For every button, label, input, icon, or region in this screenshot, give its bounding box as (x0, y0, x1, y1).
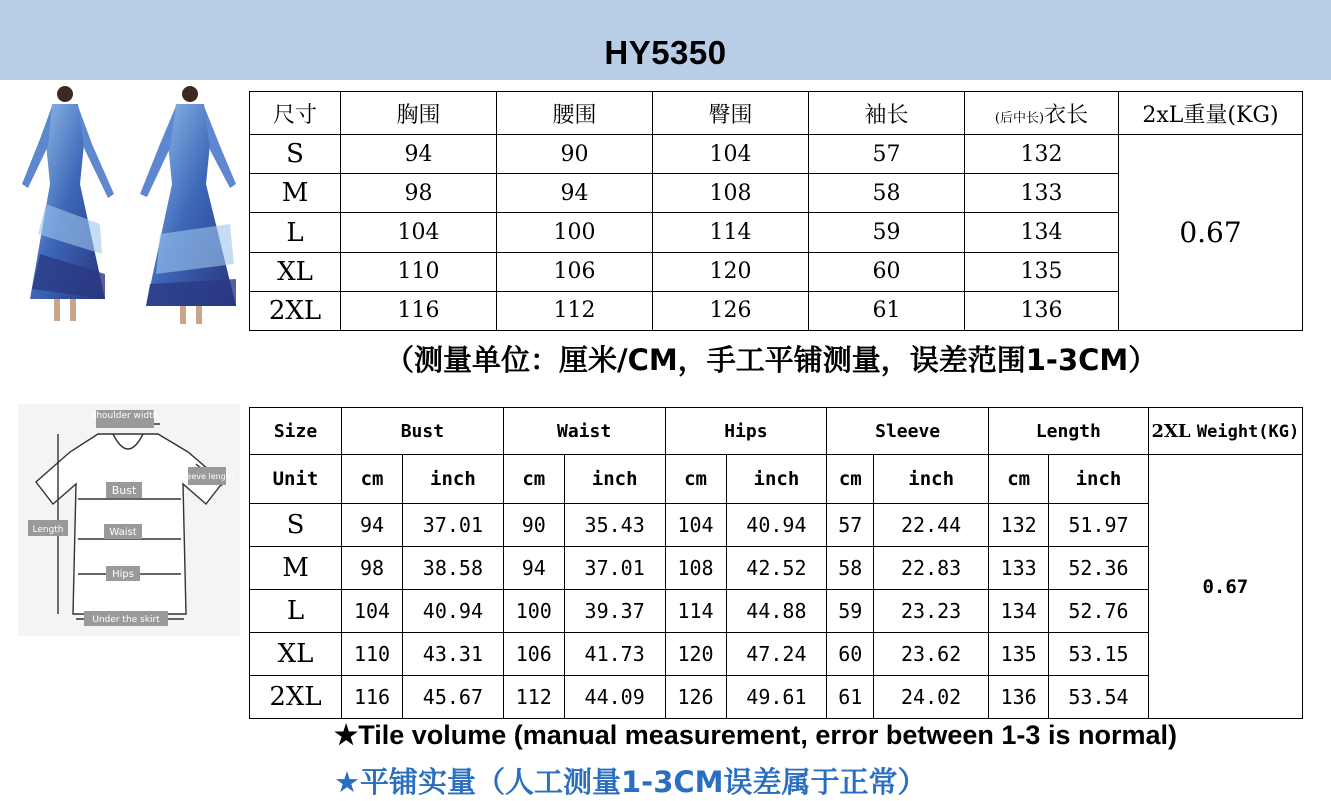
bust-cell: 98 (341, 174, 497, 213)
size-cell: XL (250, 252, 341, 291)
header-hips: Hips (665, 408, 827, 455)
size-cell: XL (250, 633, 342, 676)
hips-cm-cell: 126 (665, 676, 726, 719)
label-sleeve: sleeve length (180, 472, 234, 481)
bust-cm-cell: 104 (342, 590, 403, 633)
header-bust: 胸围 (341, 92, 497, 135)
header-waist: Waist (503, 408, 665, 455)
length-inch-cell: 53.15 (1049, 633, 1148, 676)
unit-inch: inch (403, 455, 504, 504)
label-length: Length (32, 525, 64, 535)
hips-inch-cell: 44.88 (726, 590, 827, 633)
unit-inch: inch (874, 455, 989, 504)
bust-cell: 116 (341, 291, 497, 330)
size-cell: L (250, 590, 342, 633)
unit-cm: cm (827, 455, 874, 504)
size-cell: L (250, 213, 341, 252)
hips-cm-cell: 108 (665, 547, 726, 590)
table-header-row (250, 408, 1303, 455)
waist-cm-cell: 94 (503, 547, 564, 590)
sleeve-cm-cell: 59 (827, 590, 874, 633)
sleeve-cm-cell: 61 (827, 676, 874, 719)
unit-cm: cm (989, 455, 1049, 504)
waist-cm-cell: 106 (503, 633, 564, 676)
bust-cm-cell: 94 (342, 504, 403, 547)
size-cell: M (250, 547, 342, 590)
waist-cell: 106 (497, 252, 653, 291)
waist-cell: 94 (497, 174, 653, 213)
hips-inch-cell: 40.94 (726, 504, 827, 547)
weight-value: 0.67 (1148, 455, 1302, 719)
label-hips: Hips (112, 569, 134, 580)
header-length: Length (989, 408, 1149, 455)
length-cell: 134 (965, 213, 1119, 252)
sleeve-cell: 59 (809, 213, 965, 252)
header-sleeve: 袖长 (809, 92, 965, 135)
measurement-note-cn: （测量单位：厘米/CM，手工平铺测量，误差范围1-3CM） (385, 343, 1158, 377)
dress-side-view (140, 86, 236, 324)
header-length-label: 衣长 (1044, 102, 1089, 128)
table-row (250, 676, 1303, 719)
length-cm-cell: 134 (989, 590, 1049, 633)
hips-cell: 126 (653, 291, 809, 330)
length-inch-cell: 52.76 (1049, 590, 1148, 633)
waist-cm-cell: 112 (503, 676, 564, 719)
hips-inch-cell: 47.24 (726, 633, 827, 676)
length-cm-cell: 136 (989, 676, 1049, 719)
bust-cm-cell: 98 (342, 547, 403, 590)
bust-inch-cell: 37.01 (403, 504, 504, 547)
measurement-note-en: ★Tile volume (manual measurement, error between 1-3 is normal) (334, 720, 1177, 750)
header-weight: 2xL重量(KG) (1119, 92, 1303, 135)
waist-cm-cell: 90 (503, 504, 564, 547)
hips-inch-cell: 42.52 (726, 547, 827, 590)
waist-cell: 90 (497, 135, 653, 174)
hips-cell: 114 (653, 213, 809, 252)
waist-inch-cell: 37.01 (564, 547, 665, 590)
unit-cm: cm (665, 455, 726, 504)
header-hips: 臀围 (653, 92, 809, 135)
hips-cm-cell: 114 (665, 590, 726, 633)
sleeve-cm-cell: 58 (827, 547, 874, 590)
unit-inch: inch (564, 455, 665, 504)
length-cell: 132 (965, 135, 1119, 174)
length-cell: 135 (965, 252, 1119, 291)
header-sleeve: Sleeve (827, 408, 989, 455)
length-cell: 136 (965, 291, 1119, 330)
bust-cell: 110 (341, 252, 497, 291)
measurement-diagram (18, 404, 240, 636)
header-size: 尺寸 (250, 92, 341, 135)
size-cell: 2XL (250, 676, 342, 719)
sleeve-inch-cell: 23.62 (874, 633, 989, 676)
header-weight (1148, 408, 1302, 455)
bust-cm-cell: 110 (342, 633, 403, 676)
size-cell: S (250, 135, 341, 174)
bust-inch-cell: 40.94 (403, 590, 504, 633)
waist-inch-cell: 41.73 (564, 633, 665, 676)
table-row (250, 547, 1303, 590)
sleeve-cell: 58 (809, 174, 965, 213)
header-size: Size (250, 408, 342, 455)
header-bust: Bust (342, 408, 504, 455)
length-inch-cell: 51.97 (1049, 504, 1148, 547)
table-row (250, 504, 1303, 547)
product-code-title: HY5350 (604, 34, 727, 71)
bust-cell: 104 (341, 213, 497, 252)
bust-inch-cell: 43.31 (403, 633, 504, 676)
bust-inch-cell: 45.67 (403, 676, 504, 719)
length-cm-cell: 133 (989, 547, 1049, 590)
measurement-note-cn-blue: ★平铺实量（人工测量1-3CM误差属于正常） (334, 765, 927, 799)
bust-cell: 94 (341, 135, 497, 174)
waist-cell: 100 (497, 213, 653, 252)
hips-cell: 120 (653, 252, 809, 291)
unit-cm: cm (503, 455, 564, 504)
bust-cm-cell: 116 (342, 676, 403, 719)
size-cell: S (250, 504, 342, 547)
header-length (965, 92, 1119, 135)
length-cm-cell: 135 (989, 633, 1049, 676)
table-header-row (250, 92, 1303, 135)
unit-label: Unit (250, 455, 342, 504)
label-hem: Under the skirt (92, 615, 160, 625)
hips-cell: 104 (653, 135, 809, 174)
unit-row (250, 455, 1303, 504)
table-row (250, 135, 1303, 174)
size-table-cm-inch (249, 407, 1303, 719)
header-waist: 腰围 (497, 92, 653, 135)
waist-cm-cell: 100 (503, 590, 564, 633)
sleeve-inch-cell: 22.44 (874, 504, 989, 547)
table-row (250, 590, 1303, 633)
table-row (250, 633, 1303, 676)
length-inch-cell: 52.36 (1049, 547, 1148, 590)
sleeve-cell: 57 (809, 135, 965, 174)
header-length-note: (后中长) (994, 110, 1045, 126)
size-table-cm (249, 91, 1303, 331)
waist-inch-cell: 44.09 (564, 676, 665, 719)
header-weight-prefix: 2XL (1151, 420, 1191, 442)
label-waist: Waist (109, 527, 137, 538)
unit-inch: inch (726, 455, 827, 504)
unit-inch: inch (1049, 455, 1148, 504)
product-photo (10, 84, 242, 330)
label-bust: Bust (111, 484, 137, 497)
hips-inch-cell: 49.61 (726, 676, 827, 719)
waist-cell: 112 (497, 291, 653, 330)
label-shoulder: shoulder width (91, 411, 159, 421)
sleeve-cell: 61 (809, 291, 965, 330)
waist-inch-cell: 35.43 (564, 504, 665, 547)
dress-front-view (22, 86, 114, 321)
sleeve-inch-cell: 24.02 (874, 676, 989, 719)
hips-cm-cell: 104 (665, 504, 726, 547)
sleeve-cm-cell: 57 (827, 504, 874, 547)
hips-cell: 108 (653, 174, 809, 213)
hips-cm-cell: 120 (665, 633, 726, 676)
bust-inch-cell: 38.58 (403, 547, 504, 590)
length-cm-cell: 132 (989, 504, 1049, 547)
unit-cm: cm (342, 455, 403, 504)
sleeve-inch-cell: 22.83 (874, 547, 989, 590)
size-cell: 2XL (250, 291, 341, 330)
sleeve-cm-cell: 60 (827, 633, 874, 676)
weight-value: 0.67 (1119, 135, 1303, 331)
sleeve-inch-cell: 23.23 (874, 590, 989, 633)
sleeve-cell: 60 (809, 252, 965, 291)
size-cell: M (250, 174, 341, 213)
length-cell: 133 (965, 174, 1119, 213)
waist-inch-cell: 39.37 (564, 590, 665, 633)
header-weight-label: Weight(KG) (1196, 421, 1300, 442)
length-inch-cell: 53.54 (1049, 676, 1148, 719)
